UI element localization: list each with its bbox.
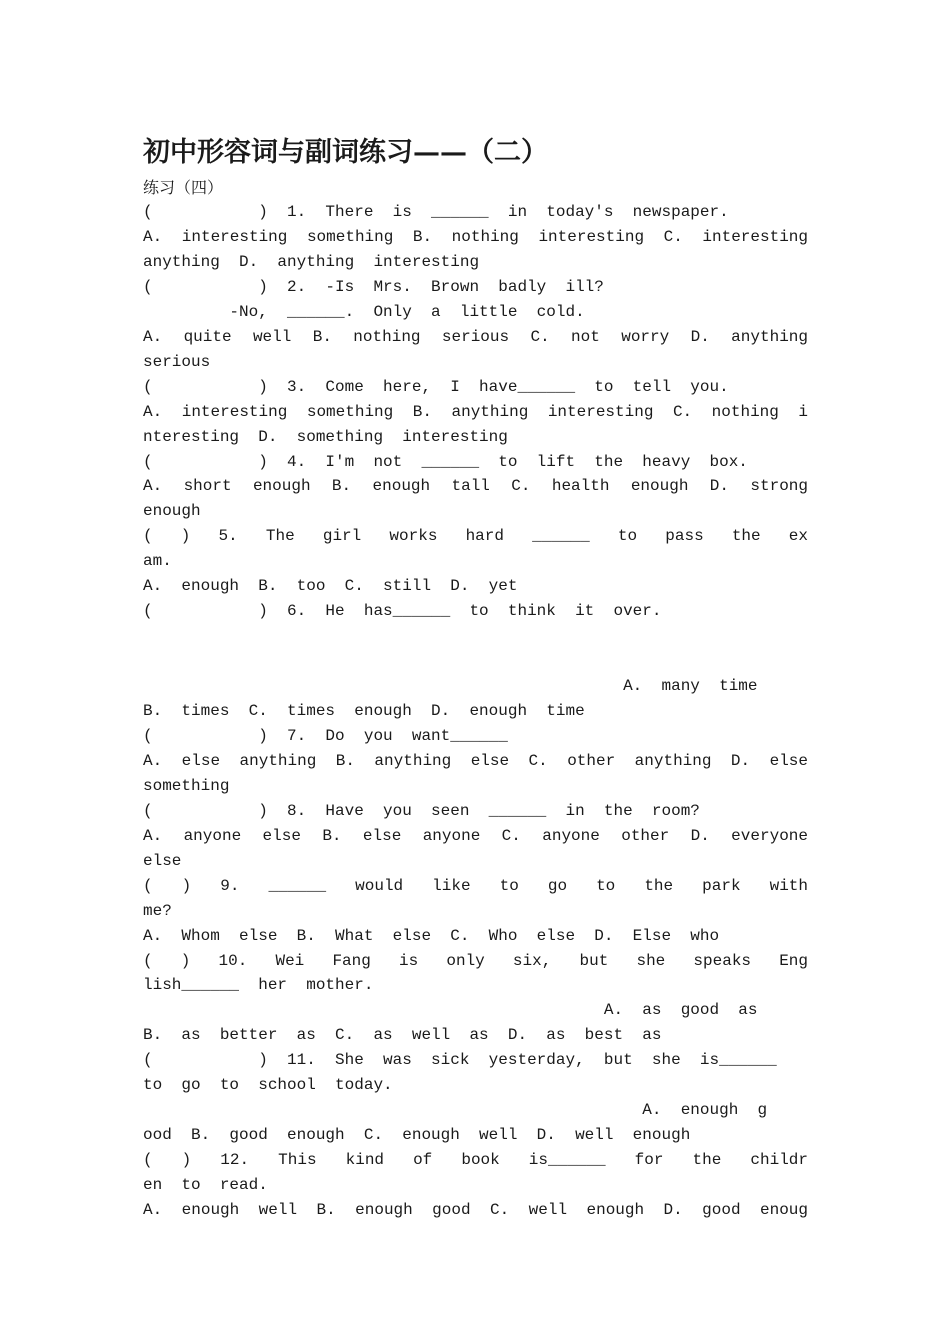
exercise-line: ood B. good enough C. enough well D. well enough (143, 1126, 691, 1145)
exercise-line: lish______ her mother. (143, 976, 374, 995)
exercise-line: am. (143, 552, 172, 571)
exercise-line (143, 651, 808, 671)
exercise-line: A. enough B. too C. still D. yet (143, 577, 518, 596)
exercise-line: A. enough g (143, 1101, 768, 1120)
exercise-line: A. short enough B. enough tall C. health enough D. strong (143, 477, 808, 496)
exercise-line: else (143, 851, 182, 870)
exercise-line: ( ) 3. Come here, I have______ to tell you. (143, 377, 729, 396)
exercise-line: A. else anything B. anything else C. other anything D. else (143, 751, 808, 770)
exercise-line: me? (143, 901, 172, 920)
exercise-line: enough (143, 502, 201, 521)
exercise-line: A. many time (143, 677, 758, 696)
exercise-line: A. as good as (143, 1001, 758, 1020)
exercise-line: anything D. anything interesting (143, 252, 480, 271)
section-subtitle: 练习（四） (143, 178, 224, 197)
exercise-line: ( ) 12. This kind of book is______ for the childr (143, 1151, 808, 1170)
exercise-line: ( ) 11. She was sick yesterday, but she is______ (143, 1051, 777, 1070)
exercise-line: A. anyone else B. else anyone C. anyone other D. everyone (143, 826, 808, 845)
exercise-line: to go to school today. (143, 1076, 393, 1095)
exercise-line: ( ) 10. Wei Fang is only six, but she speaks Eng (143, 951, 808, 970)
exercise-line: ( ) 4. I'm not ______ to lift the heavy box. (143, 452, 748, 471)
exercise-line: ( ) 8. Have you seen ______ in the room? (143, 801, 700, 820)
exercise-line: A. quite well B. nothing serious C. not worry D. anything (143, 327, 808, 346)
exercise-line: B. as better as C. as well as D. as best as (143, 1026, 662, 1045)
exercise-line: ( ) 9. ______ would like to go to the park with (143, 876, 808, 895)
exercise-line: something (143, 776, 230, 795)
exercise-line: A. interesting something B. anything interesting C. nothing i (143, 402, 808, 421)
exercise-line (143, 626, 808, 646)
exercise-line: A. interesting something B. nothing interesting C. interesting (143, 227, 808, 246)
exercise-line: B. times C. times enough D. enough time (143, 702, 585, 720)
exercise-line: -No, ______. Only a little cold. (143, 302, 585, 321)
exercise-line: ( ) 1. There is ______ in today's newspaper. (143, 203, 729, 221)
exercise-line: en to read. (143, 1176, 268, 1195)
exercise-line: nteresting D. something interesting (143, 427, 508, 446)
exercise-line: serious (143, 352, 211, 371)
exercise-line: ( ) 7. Do you want______ (143, 726, 508, 745)
exercise-line: A. enough well B. enough good C. well enough D. good enoug (143, 1201, 808, 1219)
exercise-line: A. Whom else B. What else C. Who else D. Else who (143, 926, 720, 945)
exercise-line: ( ) 5. The girl works hard ______ to pass the ex (143, 527, 808, 546)
exercise-line: ( ) 2. -Is Mrs. Brown badly ill? (143, 277, 604, 296)
page-title: 初中形容词与副词练习——（二） (143, 137, 548, 168)
exercise-line: ( ) 6. He has______ to think it over. (143, 602, 662, 621)
